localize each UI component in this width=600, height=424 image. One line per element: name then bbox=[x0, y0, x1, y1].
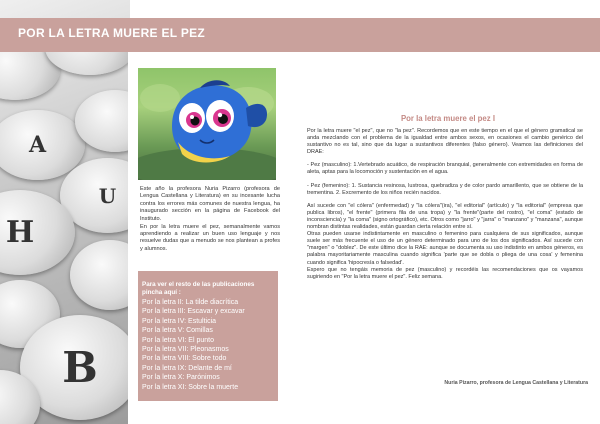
article-paragraph: - Pez (femenino): 1. Sustancia resinosa, lustrosa, quebradiza y de color pardo amarillento, que se obtiene de la trementina. 2. Excremento de los niños recién nacidos. bbox=[307, 182, 583, 196]
article-paragraph: Espero que no tengáis memoria de pez (masculino) y recordéis las recomendaciones que os vayamos sugiriendo en "Por la letra muere el pez". Feliz semana. bbox=[307, 266, 583, 280]
publication-link[interactable]: Por la letra III: Escavar y excavar bbox=[142, 308, 245, 316]
letter-tile: B bbox=[20, 315, 130, 420]
intro-paragraph: Este año la profesora Nuria Pizarro (profesora de Lengua Castellana y Literatura) en su incesante lucha contra los errores más comunes de nuestra lengua, ha inaugurado sección en la página de Facebook del Instituto. bbox=[140, 186, 280, 222]
publications-list bbox=[142, 298, 274, 392]
publication-link[interactable]: Por la letra XI: Sobre la muerte bbox=[142, 383, 239, 391]
article-body bbox=[307, 128, 583, 287]
publication-link[interactable]: Por la letra II: La tilde diacrítica bbox=[142, 299, 239, 306]
author-signature: Nuria Pizarro, profesora de Lengua Castellana y Literatura bbox=[444, 380, 588, 386]
intro-paragraph: En por la letra muere el pez, semanalmente vamos aprendiendo a realizar un buen uso lenguaje y nos resuelve dudas que a menudo se nos plantean a profes y alumnos. bbox=[140, 223, 280, 252]
letter-tile: U bbox=[60, 158, 130, 233]
publication-link[interactable]: Por la letra X: Parónimos bbox=[142, 374, 220, 382]
publications-box bbox=[138, 271, 278, 401]
fish-illustration-icon bbox=[138, 68, 276, 180]
publication-link[interactable]: Por la letra VIII: Sobre todo bbox=[142, 355, 227, 363]
fish-photo bbox=[138, 68, 276, 180]
letter-tile: A bbox=[0, 110, 85, 180]
article-paragraph: Por la letra muere "el pez", que no "la pez". Recordemos que en este tiempo en el que el género gramatical se anda mezclando con el problema de la igualdad entre ambos sexos, en ocasiones el cambio genérico del sustantivo no es tal, sino que da lugar a sustantivos diferentes (falso género). Veamos las definiciones del DRAE: bbox=[307, 128, 583, 156]
intro-text bbox=[140, 186, 280, 254]
letter-tile bbox=[70, 240, 130, 310]
page-title: POR LA LETRA MUERE EL PEZ bbox=[18, 26, 206, 40]
publication-link[interactable]: Por la letra VII: Pleonasmos bbox=[142, 346, 229, 354]
publication-link[interactable]: Por la letra IV: Estulticia bbox=[142, 317, 217, 325]
letter-tile: H bbox=[0, 190, 75, 275]
publication-link[interactable]: Por la letra V: Comillas bbox=[142, 327, 213, 335]
article-title: Por la letra muere el pez I bbox=[400, 114, 496, 123]
publication-link[interactable]: Por la letra VI: El punto bbox=[142, 336, 214, 344]
publications-heading: Para ver el resto de las publicaciones pincha aquí : bbox=[142, 281, 255, 296]
article-paragraph: Otras pueden usarse indistintamente en masculino o femenino para cualquiera de sus significados, aunque suele ser más frecuente el uso de un género determinado para uno de los dos significados. Así sucede con "margen" o "doblez". De este último dice la RAE: aunque se documenta su uso indistinto en ambos géneros, es palabra mayoritariamente masculina cuando significa 'parte que se dobla o pliega de una cosa' y femenina cuando significa 'hipocresía o falsedad'. bbox=[307, 231, 583, 266]
publication-link[interactable]: Por la letra IX: Delante de mí bbox=[142, 364, 232, 372]
article-paragraph: Así sucede con "el cólera" (enfermedad) y "la cólera"(ira), "el editorial" (artículo) y "la editorial" (empresa que publica libros), "el frente" (primera fila de una tropa) y "la frente"(parte del rostro), "el coma" (estado de inconsciencia) y "la coma" (signo ortográfico), etc. Otros como "jarro" y "jarra" o "manzano" y "manzana", aunque nombran distintas realidades, están guardan cierta relación entre sí. bbox=[307, 202, 583, 231]
article-paragraph: - Pez (masculino): 1.Vertebrado acuático, de respiración branquial, generalmente con extremidades en forma de aleta, aptas para la locomoción y sustentación en el agua. bbox=[307, 162, 583, 176]
letter-tiles-background bbox=[0, 0, 130, 424]
